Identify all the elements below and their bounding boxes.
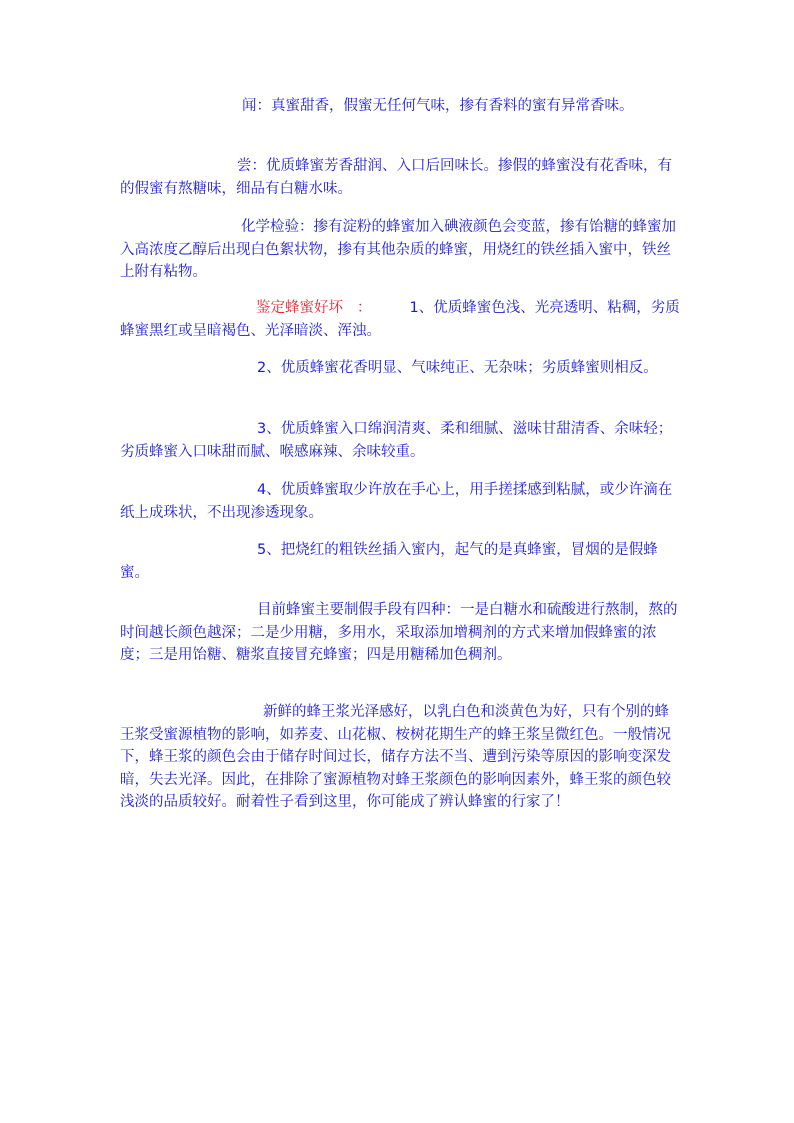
paragraph-taste — [120, 155, 680, 200]
paragraph-identify-quality — [120, 297, 680, 342]
paragraph-royal-jelly — [120, 701, 680, 814]
paragraph-point-4 — [120, 479, 680, 524]
paragraph-counterfeit-methods — [120, 599, 680, 667]
paragraph-point-5 — [120, 539, 680, 584]
paragraph-text: 新鲜的蜂王浆光泽感好，以乳白色和淡黄色为好，只有个别的蜂王浆受蜜源植物的影响，如荞麦、山花椒、桉树花期生产的蜂王浆呈微红色。一般情况下，蜂王浆的颜色会由于储存时间过长，储存方法不当、遭到污染等原因的影响变深发暗，失去光泽。因此，在排除了蜜源植物对蜂王浆颜色的影响因素外，蜂王浆的颜色较浅淡的品质较好。耐着性子看到这里，你可能成了辨认蜂蜜的行家了！ — [120, 704, 671, 810]
paragraph-text: 化学检验：掺有淀粉的蜂蜜加入碘液颜色会变蓝，掺有饴糖的蜂蜜加入高浓度乙醇后出现白色絮状物，掺有其他杂质的蜂蜜，用烧红的铁丝插入蜜中，铁丝上附有粘物。 — [120, 219, 676, 280]
paragraph-text: 1、优质蜂蜜色浅、光亮透明、粘稠，劣质蜂蜜黑红或呈暗褐色、光泽暗淡、浑浊。 — [120, 300, 680, 339]
paragraph-point-2 — [120, 357, 680, 380]
paragraph-text: 闻：真蜜甜香，假蜜无任何气味，掺有香料的蜜有异常香味。 — [242, 98, 634, 114]
paragraph-point-3 — [120, 418, 680, 463]
heading-colon: ： — [357, 300, 372, 316]
section-heading: 鉴定蜂蜜好坏 — [256, 300, 343, 316]
paragraph-text: 尝：优质蜂蜜芳香甜润、入口后回味长。掺假的蜂蜜没有花香味，有的假蜜有熬糖味，细品有白糖水味。 — [120, 158, 672, 197]
paragraph-text: 4、优质蜂蜜取少许放在手心上，用手搓揉感到粘腻，或少许滴在纸上成珠状，不出现渗透现象。 — [120, 482, 673, 521]
paragraph-chemical-test — [120, 216, 680, 284]
paragraph-smell — [120, 95, 680, 118]
paragraph-text: 3、优质蜂蜜入口绵润清爽、柔和细腻、滋味甘甜清香、余味轻；劣质蜂蜜入口味甜而腻、喉感麻辣、余味较重。 — [120, 421, 673, 460]
paragraph-text: 目前蜂蜜主要制假手段有四种：一是白糖水和硫酸进行熬制，熬的时间越长颜色越深；二是少用糖，多用水，采取添加增稠剂的方式来增加假蜂蜜的浓度；三是用饴糖、糖浆直接冒充蜂蜜；四是用糖稀加色稠剂。 — [120, 602, 678, 663]
paragraph-text: 5、把烧红的粗铁丝插入蜜内，起气的是真蜂蜜，冒烟的是假蜂蜜。 — [120, 542, 658, 581]
paragraph-text: 2、优质蜂蜜花香明显、气味纯正、无杂味；劣质蜂蜜则相反。 — [257, 360, 658, 376]
